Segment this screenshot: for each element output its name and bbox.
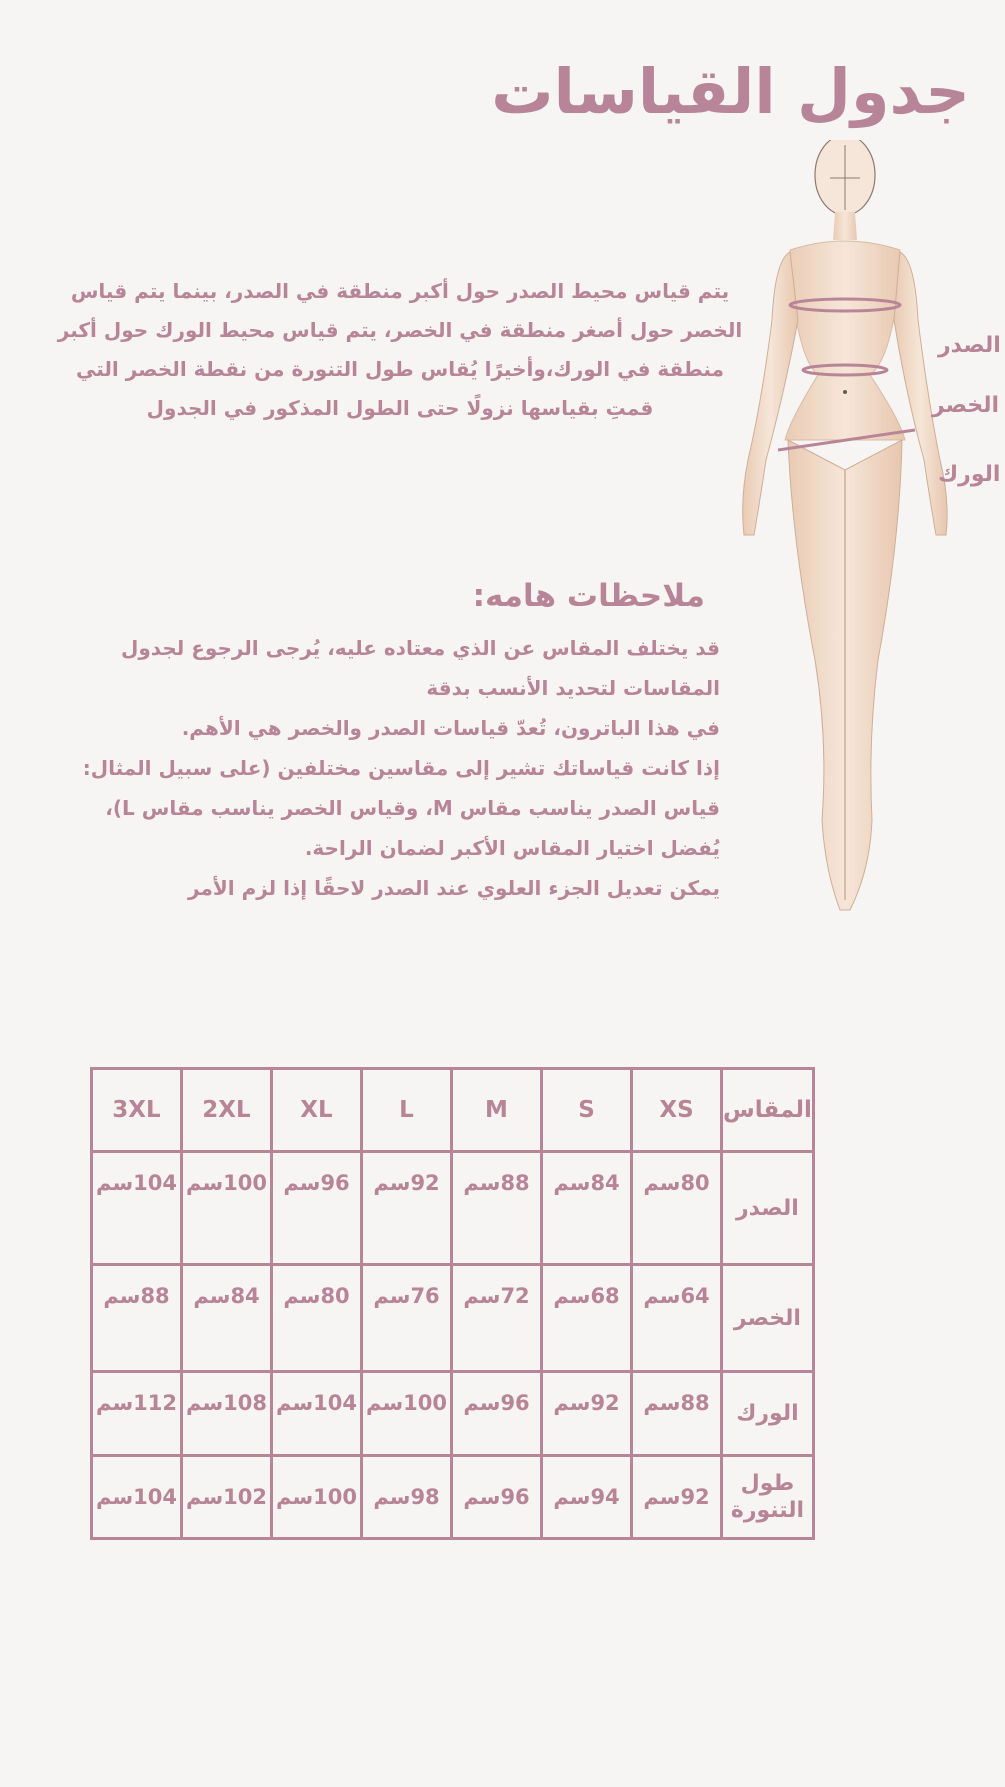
table-header-cell: S <box>542 1069 632 1152</box>
table-cell: 100سم <box>272 1456 362 1539</box>
table-cell: 76سم <box>362 1265 452 1372</box>
table-cell: 108سم <box>182 1372 272 1456</box>
table-cell: 64سم <box>632 1265 722 1372</box>
table-cell: 100سم <box>362 1372 452 1456</box>
note-item: قد يختلف المقاس عن الذي معتاده عليه، يُرجى الرجوع لجدول المقاسات لتحديد الأنسب بدقة <box>121 636 720 700</box>
table-header-cell: M <box>452 1069 542 1152</box>
row-label-bust: الصدر <box>722 1152 814 1265</box>
note-item: إذا كانت قياساتك تشير إلى مقاسين مختلفين (على سبيل المثال: قياس الصدر يناسب مقاس M، وقياس الخصر يناسب مقاس L)، يُفضل اختيار المقاس الأكبر لضمان الراحة. <box>82 756 720 860</box>
size-table <box>90 1067 815 1540</box>
table-cell: 98سم <box>362 1456 452 1539</box>
table-cell: 112سم <box>92 1372 182 1456</box>
table-cell: 88سم <box>632 1372 722 1456</box>
intro-paragraph: يتم قياس محيط الصدر حول أكبر منطقة في الصدر، بينما يتم قياس الخصر حول أصغر منطقة في الخصر، يتم قياس محيط الورك حول أكبر منطقة في الورك،وأخيرًا يُقاس طول التنورة من نقطة الخصر التي قمتِ بقياسها نزولًا حتى الطول المذكور في الجدول <box>57 279 743 420</box>
table-header-cell: XS <box>632 1069 722 1152</box>
table-header-cell: L <box>362 1069 452 1152</box>
hip-label: الورك <box>938 462 1001 487</box>
table-cell: 94سم <box>542 1456 632 1539</box>
table-header-cell: المقاس <box>722 1069 814 1152</box>
table-cell: 72سم <box>452 1265 542 1372</box>
table-cell: 104سم <box>92 1152 182 1265</box>
table-cell: 92سم <box>542 1372 632 1456</box>
waist-label: الخصر <box>932 393 1000 418</box>
page-title: جدول القياسات <box>491 55 970 128</box>
table-cell: 84سم <box>542 1152 632 1265</box>
table-header-cell: 3XL <box>92 1069 182 1152</box>
notes-heading: ملاحظات هامه: <box>472 578 705 614</box>
row-label-skirt-length: طول التنورة <box>722 1456 814 1539</box>
table-cell: 68سم <box>542 1265 632 1372</box>
bust-label: الصدر <box>938 333 1001 358</box>
table-header-cell: XL <box>272 1069 362 1152</box>
table-row <box>92 1152 814 1265</box>
table-row <box>92 1265 814 1372</box>
table-header-row <box>92 1069 814 1152</box>
table-cell: 96سم <box>452 1372 542 1456</box>
table-cell: 92سم <box>632 1456 722 1539</box>
table-cell: 100سم <box>182 1152 272 1265</box>
row-label-waist: الخصر <box>722 1265 814 1372</box>
table-cell: 96سم <box>452 1456 542 1539</box>
table-row <box>92 1456 814 1539</box>
table-cell: 96سم <box>272 1152 362 1265</box>
table-row <box>92 1372 814 1456</box>
table-cell: 102سم <box>182 1456 272 1539</box>
note-item: في هذا الباترون، تُعدّ قياسات الصدر والخصر هي الأهم. <box>181 716 720 740</box>
table-header-cell: 2XL <box>182 1069 272 1152</box>
table-cell: 88سم <box>452 1152 542 1265</box>
table-cell: 88سم <box>92 1265 182 1372</box>
note-item: يمكن تعديل الجزء العلوي عند الصدر لاحقًا إذا لزم الأمر <box>188 876 720 900</box>
table-cell: 92سم <box>362 1152 452 1265</box>
row-label-hip: الورك <box>722 1372 814 1456</box>
table-cell: 80سم <box>632 1152 722 1265</box>
table-cell: 104سم <box>272 1372 362 1456</box>
table-cell: 104سم <box>92 1456 182 1539</box>
notes-list <box>48 628 720 908</box>
table-cell: 80سم <box>272 1265 362 1372</box>
table-cell: 84سم <box>182 1265 272 1372</box>
